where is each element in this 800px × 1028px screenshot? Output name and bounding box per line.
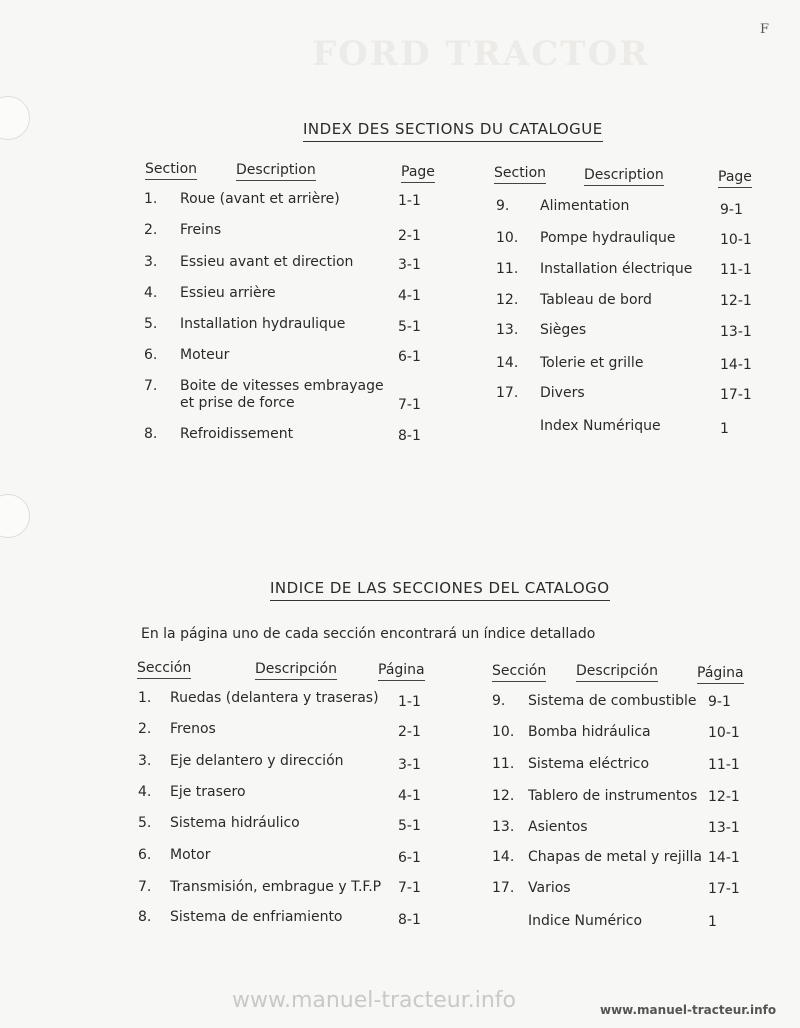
section-page: 17-1 (720, 387, 752, 403)
header-page: Page (401, 164, 435, 183)
section-number: 13. (492, 819, 515, 835)
section-page: 4-1 (398, 788, 421, 804)
section-description: Tableau de bord (540, 292, 652, 308)
section-number: 5. (138, 815, 152, 831)
punch-hole-top (0, 96, 30, 140)
section-page: 13-1 (720, 324, 752, 340)
section-description: Bomba hidráulica (528, 724, 651, 740)
section-number: 8. (138, 909, 152, 925)
section-page: 17-1 (708, 881, 740, 897)
section-number: 14. (492, 849, 515, 865)
section-page: 3-1 (398, 257, 421, 273)
section-description: Index Numérique (540, 418, 661, 434)
section-description: Ruedas (delantera y traseras) (170, 690, 379, 706)
section-number: 5. (144, 316, 158, 332)
section-number: 9. (496, 198, 510, 214)
section-page: 1-1 (398, 193, 421, 209)
section-number: 17. (492, 880, 515, 896)
section-description: Sièges (540, 322, 587, 338)
section-description: Eje delantero y dirección (170, 753, 344, 769)
section-number: 10. (496, 230, 519, 246)
section-number: 8. (144, 426, 158, 442)
section-page: 3-1 (398, 757, 421, 773)
section-number: 11. (496, 261, 519, 277)
section-number: 6. (138, 847, 152, 863)
section-number: 12. (496, 292, 519, 308)
section-page: 9-1 (708, 694, 731, 710)
section-description: Sistema hidráulico (170, 815, 300, 831)
section-number: 7. (138, 879, 152, 895)
section-description: Frenos (170, 721, 216, 737)
spanish-index-title: INDICE DE LAS SECCIONES DEL CATALOGO (270, 579, 610, 601)
section-number: 1. (144, 191, 158, 207)
section-number: 9. (492, 693, 506, 709)
header-section: Section (145, 161, 197, 180)
section-description: Varios (528, 880, 571, 896)
section-description: Eje trasero (170, 784, 246, 800)
section-page: 13-1 (708, 820, 740, 836)
section-page: 8-1 (398, 428, 421, 444)
section-page: 11-1 (720, 262, 752, 278)
section-description: Tolerie et grille (540, 355, 644, 371)
section-description: Chapas de metal y rejilla (528, 849, 702, 865)
section-page: 1 (720, 421, 729, 437)
section-page: 11-1 (708, 757, 740, 773)
punch-hole-middle (0, 494, 30, 538)
section-page: 7-1 (398, 397, 421, 413)
header-page: Page (718, 169, 752, 188)
header-page: Página (697, 665, 744, 684)
section-number: 11. (492, 756, 515, 772)
section-page: 1 (708, 914, 717, 930)
section-description: Indice Numérico (528, 913, 643, 929)
header-description: Description (236, 162, 316, 181)
section-page: 14-1 (708, 850, 740, 866)
section-description: Essieu arrière (180, 285, 276, 301)
corner-mark: F (760, 22, 770, 37)
section-number: 7. (144, 378, 158, 394)
section-page: 8-1 (398, 912, 421, 928)
section-description: Asientos (528, 819, 588, 835)
footer-credit: www.manuel-tracteur.info (600, 1003, 777, 1017)
section-description: Divers (540, 385, 585, 401)
section-description: Sistema de combustible (528, 693, 697, 709)
header-description: Descripción (255, 661, 337, 680)
header-section: Sección (492, 663, 546, 682)
section-description: Transmisión, embrague y T.F.P (170, 879, 382, 895)
section-description: Sistema eléctrico (528, 756, 650, 772)
header-section: Section (494, 165, 546, 184)
section-page: 6-1 (398, 349, 421, 365)
section-page: 14-1 (720, 357, 752, 373)
section-description: Motor (170, 847, 211, 863)
section-page: 5-1 (398, 319, 421, 335)
section-number: 4. (138, 784, 152, 800)
section-page: 4-1 (398, 288, 421, 304)
section-description: Roue (avant et arrière) (180, 191, 340, 207)
section-number: 4. (144, 285, 158, 301)
section-page: 10-1 (720, 232, 752, 248)
section-description: Sistema de enfriamiento (170, 909, 343, 925)
section-number: 17. (496, 385, 519, 401)
section-number: 12. (492, 788, 515, 804)
section-description: Pompe hydraulique (540, 230, 676, 246)
section-page: 5-1 (398, 818, 421, 834)
spanish-note: En la página uno de cada sección encontrará un índice detallado (141, 626, 596, 642)
section-page: 12-1 (720, 293, 752, 309)
section-page: 10-1 (708, 725, 740, 741)
section-number: 14. (496, 355, 519, 371)
section-description: Freins (180, 222, 222, 238)
section-number: 10. (492, 724, 515, 740)
header-ghost-text: FORD TRACTOR (312, 34, 650, 74)
section-description: Tablero de instrumentos (528, 788, 698, 804)
section-number: 3. (144, 254, 158, 270)
section-page: 9-1 (720, 202, 743, 218)
section-page: 12-1 (708, 789, 740, 805)
section-page: 2-1 (398, 228, 421, 244)
section-description-cont: et prise de force (180, 395, 295, 411)
section-description: Moteur (180, 347, 230, 363)
section-number: 13. (496, 322, 519, 338)
footer-watermark: www.manuel-tracteur.info (232, 988, 516, 1013)
header-page: Página (378, 662, 425, 681)
section-description: Installation hydraulique (180, 316, 346, 332)
section-number: 2. (144, 222, 158, 238)
header-section: Sección (137, 660, 191, 679)
section-page: 7-1 (398, 880, 421, 896)
section-number: 6. (144, 347, 158, 363)
section-page: 1-1 (398, 694, 421, 710)
section-description: Refroidissement (180, 426, 294, 442)
french-index-title: INDEX DES SECTIONS DU CATALOGUE (303, 120, 603, 142)
section-page: 6-1 (398, 850, 421, 866)
section-number: 1. (138, 690, 152, 706)
section-description: Installation électrique (540, 261, 693, 277)
section-description: Alimentation (540, 198, 630, 214)
section-number: 2. (138, 721, 152, 737)
header-description: Descripción (576, 663, 658, 682)
section-number: 3. (138, 753, 152, 769)
section-description: Essieu avant et direction (180, 254, 354, 270)
header-description: Description (584, 167, 664, 186)
section-page: 2-1 (398, 724, 421, 740)
section-description: Boite de vitesses embrayage (180, 378, 384, 394)
